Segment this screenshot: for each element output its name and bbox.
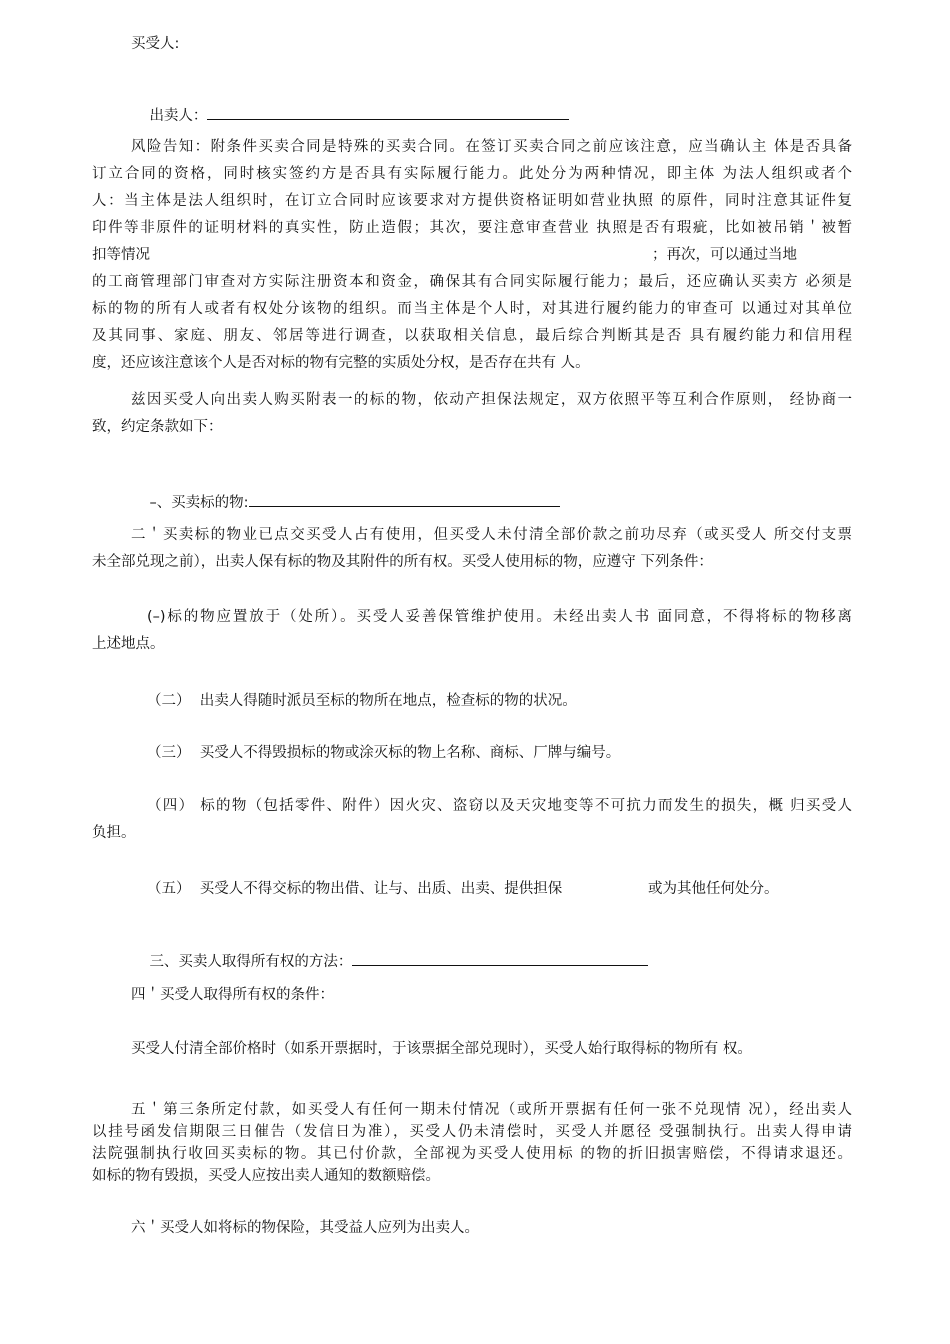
seller-label: 出卖人： <box>149 108 208 124</box>
risk-line-7: 标的物的所有人或者有权处分该物的组织。而当主体是个人时，对其进行履约能力的审查可 以通过对其单位 <box>92 301 852 317</box>
intro-line-2: 致，约定条款如下： <box>92 419 223 435</box>
seller-blank <box>207 105 569 120</box>
risk-line-5a: 扣等情况 <box>92 247 150 263</box>
risk-line-1: 风险告知：附条件买卖合同是特殊的买卖合同。在签订买卖合同之前应该注意，应当确认主 体是否具备 <box>131 139 852 155</box>
clause-1-label: –、买卖标的物: <box>149 495 249 511</box>
condition-5a: （五） 买受人不得交标的物出借、让与、出质、出卖、提供担保 <box>147 881 563 897</box>
risk-line-4: 印件等非原件的证明材料的真实性，防止造假；其次，要注意审查营业 执照是否有瑕疵，比如被吊销＇被暂 <box>92 220 852 236</box>
condition-5b: 或为其他任何处分。 <box>648 881 779 897</box>
risk-line-9: 度，还应该注意该个人是否对标的物有完整的实质处分权，是否存在共有 人。 <box>92 355 590 371</box>
clause-6: 六＇买受人如将标的物保险，其受益人应列为出卖人。 <box>131 1220 479 1236</box>
clause-5-line-1: 五＇第三条所定付款，如买受人有任何一期未付情况（或所开票据有任何一张不兑现情 况），经出卖人 <box>131 1102 852 1118</box>
risk-line-2: 订立合同的资格，同时核实签约方是否具有实际履行能力。此处分为两种情况，即主体 为法人组织或者个 <box>92 166 852 182</box>
clause-1-blank <box>249 492 560 507</box>
clause-4-label: 四＇买受人取得所有权的条件： <box>131 987 334 1003</box>
clause-3-label: 三、买卖人取得所有权的方法： <box>149 954 353 970</box>
clause-5-line-2: 以挂号函发信期限三日催告（发信日为准），买受人仍未清偿时，买受人并愿径 受强制执行。出卖人得申请 <box>92 1124 852 1140</box>
risk-line-3: 人：当主体是法人组织时，在订立合同时应该要求对方提供资格证明如营业执照 的原件，同时注意其证件复 <box>92 193 852 209</box>
risk-line-8: 及其同事、家庭、朋友、邻居等进行调查，以获取相关信息，最后综合判断其是否 具有履约能力和信用程 <box>92 328 852 344</box>
condition-4-line-2: 负担。 <box>92 825 136 841</box>
clause-1-line <box>131 472 560 533</box>
intro-line-1: 兹因买受人向出卖人购买附表一的标的物，依动产担保法规定，双方依照平等互利合作原则， 经协商一 <box>131 392 852 408</box>
condition-2: （二） 出卖人得随时派员至标的物所在地点，检查标的物的状况。 <box>147 693 577 709</box>
clause-3-line <box>131 931 648 992</box>
condition-3: （三） 买受人不得毁损标的物或涂灭标的物上名称、商标、厂牌与编号。 <box>147 745 621 761</box>
clause-5-line-4: 如标的物有毁损，买受人应按出卖人通知的数额赔偿。 <box>92 1168 440 1184</box>
clause-5-line-3: 法院强制执行收回买卖标的物。其已付价款，全部视为买受人使用标 的物的折旧损害赔偿，不得请求退还。 <box>92 1146 852 1162</box>
clause-3-blank <box>352 951 648 966</box>
condition-1-line-1: (–)标的物应置放于（处所）。买受人妥善保管维护使用。未经出卖人书 面同意，不得将标的物移离 <box>147 609 852 625</box>
clause-2-line-1: 二＇买卖标的物业已点交买受人占有使用，但买受人未付清全部价款之前功尽弃（或买受人 所交付支票 <box>131 527 852 543</box>
risk-line-5b: ；再次，可以通过当地 <box>652 247 797 263</box>
clause-4-text: 买受人付清全部价格时（如系开票据时，于该票据全部兑现时），买受人始行取得标的物所有 权。 <box>131 1041 752 1057</box>
buyer-label: 买受人: <box>131 36 180 52</box>
condition-4-line-1: （四） 标的物（包括零件、附件）因火灾、盗窃以及天灾地变等不可抗力而发生的损失，概 归买受人 <box>147 798 852 814</box>
clause-2-line-2: 未全部兑现之前），出卖人保有标的物及其附件的所有权。买受人使用标的物，应遵守 下列条件： <box>92 554 713 570</box>
risk-line-6: 的工商管理部门审查对方实际注册资本和资金，确保其有合同实际履行能力；最后，还应确认买卖方 必须是 <box>92 274 852 290</box>
condition-1-line-2: 上述地点。 <box>92 636 165 652</box>
